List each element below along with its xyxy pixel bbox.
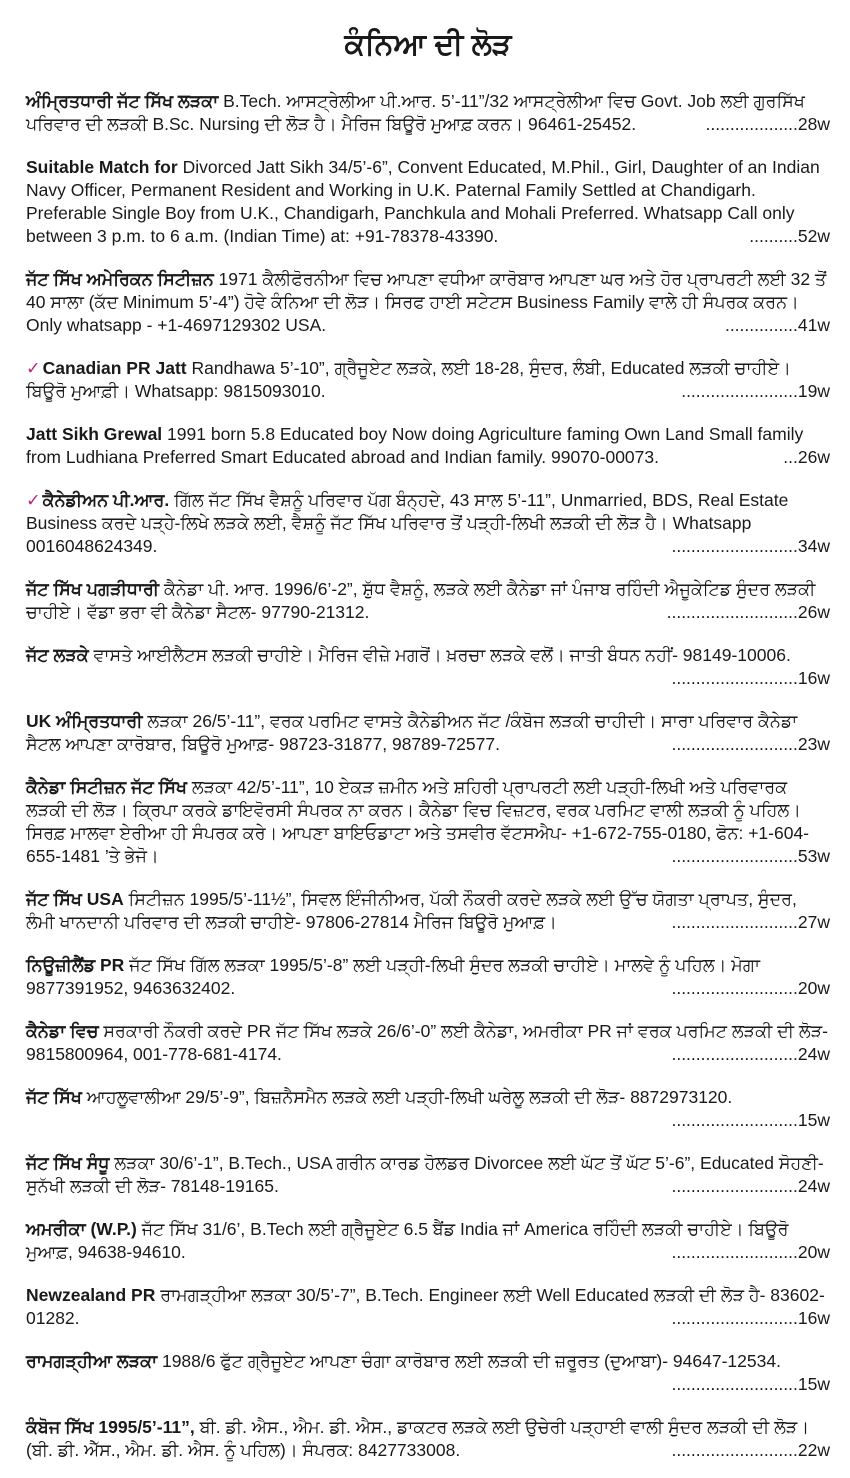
- ad-word-count: ..........................22w: [671, 1440, 830, 1460]
- classified-ad: [26, 1152, 830, 1198]
- ad-body: [26, 578, 830, 624]
- ad-word-count: ...........................26w: [666, 602, 830, 622]
- ad-lead: ਜੱਟ ਸਿੱਖ ਸੰਧੂ: [26, 1153, 110, 1173]
- ad-lead: ਜੱਟ ਲੜਕੇ: [26, 645, 89, 665]
- classified-ad: [26, 1350, 830, 1396]
- page-title: ਕੰਨਿਆ ਦੀ ਲੋੜ: [344, 28, 512, 61]
- ad-lead: ਜੱਟ ਸਿੱਖ USA: [26, 889, 124, 909]
- ad-text: ਜੱਟ ਸਿੱਖ 31/6’, B.Tech ਲਈ ਗ੍ਰੈਜੂਏਟ 6.5 ਬੈਂਡ India ਜਾਂ America ਰਹਿੰਦੀ ਲੜਕੀ ਚਾਹੀਏ। ਬਿਊਰੋ ਮੁਆਫ਼, 94638-94610.: [26, 1219, 789, 1262]
- ad-body: [26, 1416, 830, 1462]
- ad-lead: ਜੱਟ ਸਿੱਖ: [26, 1087, 82, 1107]
- classified-ad: [26, 1284, 830, 1330]
- ad-text: ਰਾਮਗੜ੍ਹੀਆ ਲੜਕਾ 30/5’-7”, B.Tech. Engineer ਲਈ Well Educated ਲੜਕੀ ਦੀ ਲੋੜ ਹੈ- 83602-01282.: [26, 1285, 825, 1328]
- classified-ad: [26, 489, 830, 558]
- classified-ad: [26, 1020, 830, 1066]
- ad-word-count: ..........................15w: [671, 1374, 830, 1394]
- ad-text: ਆਹਲੂਵਾਲੀਆ 29/5’-9”, ਬਿਜ਼ਨੈਸਮੈਨ ਲੜਕੇ ਲਈ ਪੜ੍ਹੀ-ਲਿਖੀ ਘਰੇਲੂ ਲੜਕੀ ਦੀ ਲੋੜ- 8872973120.: [86, 1087, 733, 1107]
- ad-lead: ਜੱਟ ਸਿੱਖ ਪਗੜੀਧਾਰੀ: [26, 579, 160, 599]
- ad-text: 1991 born 5.8 Educated boy Now doing Agriculture faming Own Land Small family from Ludhiana Preferred Smart Educated abroad and Indian family. 99070-00073.: [26, 424, 804, 467]
- ad-lead: ਕੰਬੋਜ ਸਿੱਖ 1995/5’-11”,: [26, 1417, 195, 1437]
- classified-ad: [26, 268, 830, 337]
- ad-body: [26, 357, 830, 403]
- ad-lead: ਰਾਮਗੜ੍ਹੀਆ ਲੜਕਾ: [26, 1351, 158, 1371]
- classified-ad: [26, 954, 830, 1000]
- classified-ad: [26, 90, 830, 136]
- ad-lead: ਕੈਨੇਡੀਅਨ ਪੀ.ਆਰ.: [42, 490, 170, 510]
- ad-word-count: ..........................24w: [671, 1176, 830, 1196]
- ad-word-count: ..........................20w: [671, 1242, 830, 1262]
- ad-text: B.Tech. ਆਸਟ੍ਰੇਲੀਆ ਪੀ.ਆਰ. 5’-11”/32 ਆਸਟ੍ਰੇਲੀਆ ਵਿਚ Govt. Job ਲਈ ਗੁਰਸਿੱਖ ਪਰਿਵਾਰ ਦੀ ਲੜਕੀ B.Sc. Nursing ਦੀ ਲੋੜ ਹੈ। ਮੈਰਿਜ ਬਿਊਰੋ ਮੁਆਫ਼ ਕਰਨ। 96461-25452.: [26, 91, 805, 134]
- ad-word-count: ..........................27w: [671, 912, 830, 932]
- ad-body: [26, 1152, 830, 1198]
- checkmark-icon: ✓: [26, 490, 41, 510]
- ad-lead: Suitable Match for: [26, 157, 178, 177]
- checkmark-icon: ✓: [26, 358, 41, 378]
- classified-ad: [26, 578, 830, 624]
- ad-lead: ਅਮਰੀਕਾ (W.P.): [26, 1219, 137, 1239]
- ad-text: ਗਿੱਲ ਜੱਟ ਸਿੱਖ ਵੈਸ਼ਨੂੰ ਪਰਿਵਾਰ ਪੱਗ ਬੰਨ੍ਹਦੇ, 43 ਸਾਲ 5’-11”, Unmarried, BDS, Real Estate Business ਕਰਦੇ ਪੜ੍ਹੇ-ਲਿਖੇ ਲੜਕੇ ਲਈ, ਵੈਸ਼ਨੂੰ ਜੱਟ ਸਿੱਖ ਪਰਿਵਾਰ ਤੋਂ ਪੜ੍ਹੀ-ਲਿਖੀ ਲੜਕੀ ਦੀ ਲੋੜ ਹੈ। Whatsapp 0016048624349.: [26, 490, 789, 556]
- classified-ad: [26, 1416, 830, 1462]
- ad-word-count: ..........................20w: [671, 978, 830, 998]
- ad-text: 1988/6 ਫੁੱਟ ਗ੍ਰੈਜੂਏਟ ਆਪਣਾ ਚੰਗਾ ਕਾਰੋਬਾਰ ਲਈ ਲੜਕੀ ਦੀ ਜ਼ਰੂਰਤ (ਦੁਆਬਾ)- 94647-12534.: [161, 1351, 781, 1371]
- ad-word-count: ........................19w: [681, 381, 830, 401]
- ad-body: [26, 1218, 830, 1264]
- ad-word-count: ...................28w: [705, 114, 830, 134]
- classified-ad: [26, 644, 830, 690]
- ad-text: ਬੀ. ਡੀ. ਐਸ., ਐਮ. ਡੀ. ਐਸ., ਡਾਕਟਰ ਲੜਕੇ ਲਈ ਉਚੇਰੀ ਪੜ੍ਹਾਈ ਵਾਲੀ ਸੁੰਦਰ ਲੜਕੀ ਦੀ ਲੋੜ। (ਬੀ. ਡੀ. ਐੱਸ., ਐਮ. ਡੀ. ਐਸ. ਨੂੰ ਪਹਿਲ)। ਸੰਪਰਕ: 8427733008.: [26, 1417, 810, 1460]
- classified-ad: [26, 357, 830, 403]
- classified-ad: [26, 888, 830, 934]
- ad-text: ਵਾਸਤੇ ਆਈਲੈਟਸ ਲੜਕੀ ਚਾਹੀਏ। ਮੈਰਿਜ ਵੀਜ਼ੇ ਮਗਰੋਂ। ਖ਼ਰਚਾ ਲੜਕੇ ਵਲੋਂ। ਜਾਤੀ ਬੰਧਨ ਨਹੀਂ- 98149-10006.: [93, 645, 791, 665]
- classified-ad: [26, 1218, 830, 1264]
- ad-word-count: ..........................34w: [671, 536, 830, 556]
- ad-body: [26, 90, 830, 136]
- ad-lead: ਨਿਊਜ਼ੀਲੈਂਡ PR: [26, 955, 125, 975]
- classified-ad: [26, 423, 830, 469]
- ad-body: [26, 776, 830, 868]
- ad-word-count: ..........52w: [749, 226, 830, 246]
- ad-body: [26, 156, 830, 248]
- ad-body: [26, 1284, 830, 1330]
- ad-body: [26, 710, 830, 756]
- ad-lead: ਕੈਨੇਡਾ ਸਿਟੀਜ਼ਨ ਜੱਟ ਸਿੱਖ: [26, 777, 187, 797]
- ad-word-count: ..........................16w: [671, 668, 830, 688]
- ad-text: ਲੜਕਾ 42/5’-11”, 10 ਏਕੜ ਜ਼ਮੀਨ ਅਤੇ ਸ਼ਹਿਰੀ ਪ੍ਰਾਪਰਟੀ ਲਈ ਪੜ੍ਹੀ-ਲਿਖੀ ਅਤੇ ਪਰਿਵਾਰਕ ਲੜਕੀ ਦੀ ਲੋੜ। ਕ੍ਰਿਪਾ ਕਰਕੇ ਡਾਇਵੋਰਸੀ ਸੰਪਰਕ ਨਾ ਕਰਨ। ਕੈਨੇਡਾ ਵਿਚ ਵਿਜ਼ਟਰ, ਵਰਕ ਪਰਮਿਟ ਵਾਲੀ ਲੜਕੀ ਨੂੰ ਪਹਿਲ। ਸਿਰਫ਼ ਮਾਲਵਾ ਏਰੀਆ ਹੀ ਸੰਪਰਕ ਕਰੇ। ਆਪਣਾ ਬਾਇਓਡਾਟਾ ਅਤੇ ਤਸਵੀਰ ਵੱਟਸਐਪ- +1-672-755-0180, ਫੋਨ: +1-604-655-1481 ’ਤੇ ਭੇਜੋ।: [26, 777, 810, 866]
- ad-word-count: ..........................24w: [671, 1044, 830, 1064]
- ad-lead: Jatt Sikh Grewal: [26, 424, 163, 444]
- ad-text: ਲੜਕਾ 30/6’-1”, B.Tech., USA ਗਰੀਨ ਕਾਰਡ ਹੋਲਡਰ Divorcee ਲਈ ਘੱਟ ਤੋਂ ਘੱਟ 5’-6”, Educated ਸੋਹਣੀ-ਸੁਨੱਖੀ ਲੜਕੀ ਦੀ ਲੋੜ- 78148-19165.: [26, 1153, 824, 1196]
- ad-word-count: ..........................15w: [671, 1110, 830, 1130]
- ad-lead: ਕੈਨੇਡਾ ਵਿਚ: [26, 1021, 99, 1041]
- ad-body: [26, 644, 830, 690]
- ad-word-count: ...............41w: [724, 315, 830, 335]
- ad-body: [26, 489, 830, 558]
- ad-body: [26, 423, 830, 469]
- ad-text: ਕੈਨੇਡਾ ਪੀ. ਆਰ. 1996/6’-2”, ਸ਼ੁੱਧ ਵੈਸ਼ਨੂੰ, ਲੜਕੇ ਲਈ ਕੈਨੇਡਾ ਜਾਂ ਪੰਜਾਬ ਰਹਿੰਦੀ ਐਜੂਕੇਟਿਡ ਸੁੰਦਰ ਲੜਕੀ ਚਾਹੀਏ। ਵੱਡਾ ਭਰਾ ਵੀ ਕੈਨੇਡਾ ਸੈਟਲ- 97790-21312.: [26, 579, 816, 622]
- ad-text: ਸਰਕਾਰੀ ਨੌਕਰੀ ਕਰਦੇ PR ਜੱਟ ਸਿੱਖ ਲੜਕੇ 26/6’-0” ਲਈ ਕੈਨੇਡਾ, ਅਮਰੀਕਾ PR ਜਾਂ ਵਰਕ ਪਰਮਿਟ ਲੜਕੀ ਦੀ ਲੋੜ- 9815800964, 001-778-681-4174.: [26, 1021, 828, 1064]
- ad-text: 1971 ਕੈਲੀਫੋਰਨੀਆ ਵਿਚ ਆਪਣਾ ਵਧੀਆ ਕਾਰੋਬਾਰ ਆਪਣਾ ਘਰ ਅਤੇ ਹੋਰ ਪ੍ਰਾਪਰਟੀ ਲਈ 32 ਤੋਂ 40 ਸਾਲਾ (ਕੱਦ Minimum 5’-4”) ਹੋਵੇ ਕੰਨਿਆ ਦੀ ਲੋੜ। ਸਿਰਫ ਹਾਈ ਸਟੇਟਸ Business Family ਵਾਲੇ ਹੀ ਸੰਪਰਕ ਕਰਨ। Only whatsapp - +1-4697129302 USA.: [26, 269, 827, 335]
- ad-text: Randhawa 5’-10”, ਗ੍ਰੈਜੂਏਟ ਲੜਕੇ, ਲਈ 18-28, ਸੁੰਦਰ, ਲੰਬੀ, Educated ਲੜਕੀ ਚਾਹੀਏ। ਬਿਊਰੋ ਮੁਆਫ਼ੀ। Whatsapp: 9815093010.: [26, 358, 791, 401]
- ad-lead: ਅੰਮ੍ਰਿਤਧਾਰੀ ਜੱਟ ਸਿੱਖ ਲੜਕਾ: [26, 91, 219, 111]
- classified-ad: [26, 776, 830, 868]
- ad-lead: ਜੱਟ ਸਿੱਖ ਅਮੇਰਿਕਨ ਸਿਟੀਜ਼ਨ: [26, 269, 214, 289]
- ad-lead: Canadian PR Jatt: [42, 358, 187, 378]
- ad-word-count: ..........................53w: [671, 846, 830, 866]
- ad-body: [26, 268, 830, 337]
- ad-lead: UK ਅੰਮ੍ਰਿਤਧਾਰੀ: [26, 711, 143, 731]
- ad-body: [26, 1350, 830, 1396]
- classified-ad: [26, 156, 830, 248]
- ad-lead: Newzealand PR: [26, 1285, 156, 1305]
- ad-text: ਜੱਟ ਸਿੱਖ ਗਿੱਲ ਲੜਕਾ 1995/5’-8” ਲਈ ਪੜ੍ਹੀ-ਲਿਖੀ ਸੁੰਦਰ ਲੜਕੀ ਚਾਹੀਏ। ਮਾਲਵੇ ਨੂੰ ਪਹਿਲ। ਮੋਗਾ 9877391952, 9463632402.: [26, 955, 760, 998]
- ad-word-count: ...26w: [783, 447, 830, 467]
- ad-word-count: ..........................23w: [671, 734, 830, 754]
- ad-text: Divorced Jatt Sikh 34/5’-6”, Convent Educated, M.Phil., Girl, Daughter of an Indian Navy Officer, Permanent Resident and Working in U.K. Paternal Family Settled at Chandigarh. Preferable Single Boy from U.K., Chandigarh, Panchkula and Mohali Preferred. Whatsapp Call only between 3 p.m. to 6 a.m. (Indian Time) at: +91-78378-43390.: [26, 157, 820, 246]
- ad-word-count: ..........................16w: [671, 1308, 830, 1328]
- ad-body: [26, 1020, 830, 1066]
- classified-ad: [26, 710, 830, 756]
- ad-body: [26, 954, 830, 1000]
- ads-list: [26, 90, 830, 1462]
- ad-text: ਲੜਕਾ 26/5’-11”, ਵਰਕ ਪਰਮਿਟ ਵਾਸਤੇ ਕੈਨੇਡੀਅਨ ਜੱਟ /ਕੰਬੋਜ ਲੜਕੀ ਚਾਹੀਦੀ। ਸਾਰਾ ਪਰਿਵਾਰ ਕੈਨੇਡਾ ਸੈਟਲ ਆਪਣਾ ਕਾਰੋਬਾਰ, ਬਿਊਰੋ ਮੁਆਫ਼- 98723-31877, 98789-72577.: [26, 711, 798, 754]
- classified-ad: [26, 1086, 830, 1132]
- ad-body: [26, 888, 830, 934]
- ad-body: [26, 1086, 830, 1132]
- ad-text: ਸਿਟੀਜ਼ਨ 1995/5’-11½”, ਸਿਵਲ ਇੰਜੀਨੀਅਰ, ਪੱਕੀ ਨੌਕਰੀ ਕਰਦੇ ਲੜਕੇ ਲਈ ਉੱਚ ਯੋਗਤਾ ਪ੍ਰਾਪਤ, ਸੁੰਦਰ, ਲੰਮੀ ਖਾਨਦਾਨੀ ਪਰਿਵਾਰ ਦੀ ਲੜਕੀ ਚਾਹੀਏ- 97806-27814 ਮੈਰਿਜ ਬਿਊਰੋ ਮੁਆਫ਼।: [26, 889, 797, 932]
